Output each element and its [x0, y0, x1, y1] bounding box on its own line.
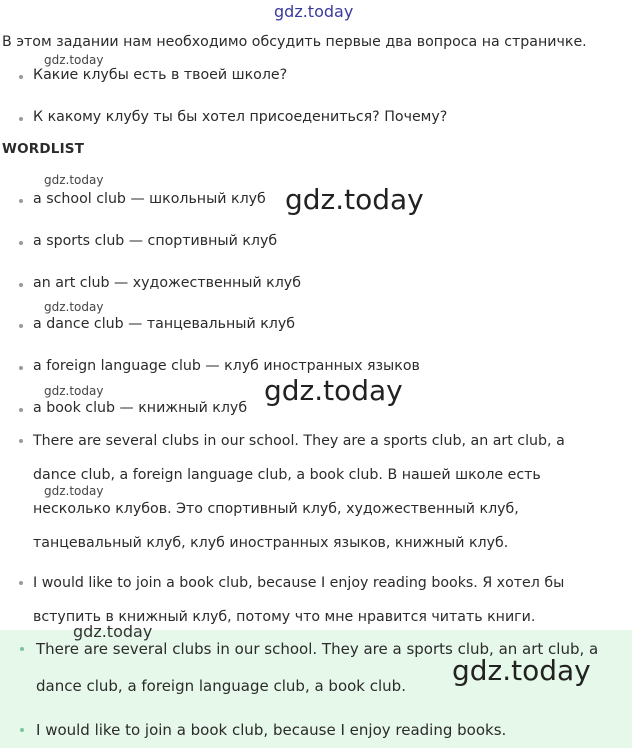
watermark-top: gdz.today	[274, 2, 354, 21]
watermark-small: gdz.today	[44, 53, 104, 67]
question-item: Какие клубы есть в твоей школе?	[33, 67, 288, 83]
wordlist-item: a school club — школьный клуб	[33, 191, 266, 207]
highlighted-answer: I would like to join a book club, because I enjoy reading books.	[36, 712, 626, 749]
question-item: К какому клубу ты бы хотел присоедениться? Почему?	[33, 109, 448, 125]
intro-text: В этом задании нам необходимо обсудить первые два вопроса на страничке.	[2, 34, 587, 50]
wordlist-item: a book club — книжный клуб	[33, 400, 248, 416]
wordlist-item: an art club — художественный клуб	[33, 275, 301, 291]
wordlist-item: a sports club — спортивный клуб	[33, 233, 278, 249]
answer-paragraph: There are several clubs in our school. They are a sports club, an art club, a dance club, a foreign language club, a book club. В нашей школе есть несколько клубов. Это спортивный клуб, художественный клуб, танцевальный клуб, клуб иностранных языков, книжный клуб.	[33, 424, 608, 560]
watermark-medium: gdz.today	[73, 622, 153, 641]
watermark-small: gdz.today	[44, 384, 104, 398]
watermark-small: gdz.today	[44, 300, 104, 314]
watermark-small: gdz.today	[44, 173, 104, 187]
highlighted-answer: There are several clubs in our school. They are a sports club, an art club, a dance club, a foreign language club, a book club.	[36, 631, 626, 705]
wordlist-item: a foreign language club — клуб иностранных языков	[33, 358, 420, 374]
watermark-large: gdz.today	[285, 183, 424, 216]
watermark-large: gdz.today	[452, 654, 591, 687]
answer-paragraph: I would like to join a book club, because I enjoy reading books. Я хотел бы вступить в книжный клуб, потому что мне нравится читать книги.	[33, 566, 608, 634]
wordlist-heading: WORDLIST	[2, 141, 85, 157]
watermark-small: gdz.today	[44, 484, 104, 498]
watermark-large: gdz.today	[264, 374, 403, 407]
wordlist-item: a dance club — танцевальный клуб	[33, 316, 295, 332]
